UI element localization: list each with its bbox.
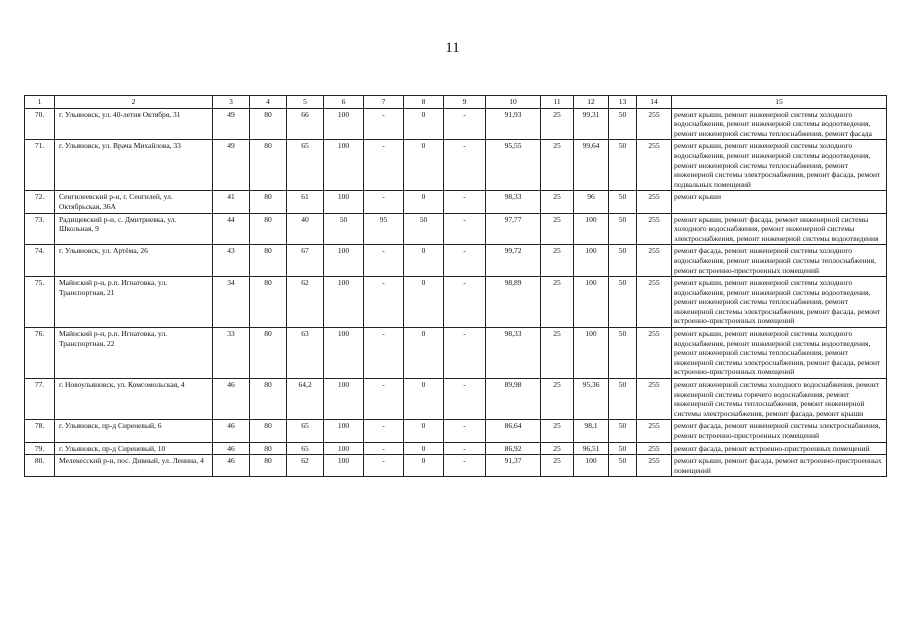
column-header-1: 1 bbox=[25, 96, 55, 109]
table-row bbox=[25, 191, 887, 213]
works-cell: ремонт крыши, ремонт инженерной системы холодного водоснабжения, ремонт инженерной системы водоотведения, ремонт инженерной системы теплоснабжения, ремонт инженерной системы электроснабжения, ремонт фасада, ремонт встроенно-пристроенных помещений bbox=[672, 328, 887, 379]
col10-cell: 91,93 bbox=[486, 108, 541, 140]
row-number: 78. bbox=[25, 420, 55, 442]
col4-cell: 80 bbox=[250, 442, 287, 455]
works-cell: ремонт крыши, ремонт фасада, ремонт инженерной системы холодного водоснабжения, ремонт инженерной системы электроснабжения, ремонт инженерной системы водоотведения bbox=[672, 213, 887, 245]
table-row bbox=[25, 108, 887, 140]
col5-cell: 40 bbox=[287, 213, 324, 245]
col4-cell: 80 bbox=[250, 420, 287, 442]
col12-cell: 98,1 bbox=[574, 420, 609, 442]
col10-cell: 97,77 bbox=[486, 213, 541, 245]
col13-cell: 50 bbox=[609, 191, 637, 213]
col6-cell: 50 bbox=[324, 213, 364, 245]
col5-cell: 64,2 bbox=[287, 379, 324, 420]
col3-cell: 46 bbox=[213, 442, 250, 455]
col8-cell: 0 bbox=[404, 245, 444, 277]
row-number: 73. bbox=[25, 213, 55, 245]
col9-cell: - bbox=[444, 140, 486, 191]
works-cell: ремонт крыши, ремонт инженерной системы холодного водоснабжения, ремонт инженерной системы водоотведения, ремонт инженерной системы теплоснабжения, ремонт фасада bbox=[672, 108, 887, 140]
address-cell: г. Ульяновск, пр-д Сиреневый, 10 bbox=[55, 442, 213, 455]
works-cell: ремонт инженерной системы холодного водоснабжения, ремонт инженерной системы горячего водоснабжения, ремонт инженерной системы теплоснабжения, ремонт инженерной системы электроснабжения, ремонт фасада, ремонт крыши bbox=[672, 379, 887, 420]
table-row bbox=[25, 245, 887, 277]
col13-cell: 50 bbox=[609, 108, 637, 140]
row-number: 70. bbox=[25, 108, 55, 140]
col3-cell: 33 bbox=[213, 328, 250, 379]
row-number: 80. bbox=[25, 455, 55, 477]
col14-cell: 255 bbox=[637, 213, 672, 245]
col12-cell: 96 bbox=[574, 191, 609, 213]
works-cell: ремонт крыши bbox=[672, 191, 887, 213]
col6-cell: 100 bbox=[324, 379, 364, 420]
col4-cell: 80 bbox=[250, 277, 287, 328]
col10-cell: 98,89 bbox=[486, 277, 541, 328]
col7-cell: - bbox=[364, 277, 404, 328]
col8-cell: 50 bbox=[404, 213, 444, 245]
col4-cell: 80 bbox=[250, 245, 287, 277]
works-cell: ремонт крыши, ремонт инженерной системы холодного водоснабжения, ремонт инженерной системы водоотведения, ремонт инженерной системы теплоснабжения, ремонт инженерной системы электроснабжения, ремонт фасада, ремонт подвальных помещений bbox=[672, 140, 887, 191]
column-header-3: 3 bbox=[213, 96, 250, 109]
row-number: 77. bbox=[25, 379, 55, 420]
col7-cell: - bbox=[364, 420, 404, 442]
col9-cell: - bbox=[444, 277, 486, 328]
col9-cell: - bbox=[444, 442, 486, 455]
col8-cell: 0 bbox=[404, 277, 444, 328]
column-header-13: 13 bbox=[609, 96, 637, 109]
column-header-11: 11 bbox=[541, 96, 574, 109]
col11-cell: 25 bbox=[541, 420, 574, 442]
col14-cell: 255 bbox=[637, 108, 672, 140]
col8-cell: 0 bbox=[404, 455, 444, 477]
col12-cell: 100 bbox=[574, 245, 609, 277]
col6-cell: 100 bbox=[324, 191, 364, 213]
col13-cell: 50 bbox=[609, 379, 637, 420]
col5-cell: 62 bbox=[287, 277, 324, 328]
col12-cell: 99,64 bbox=[574, 140, 609, 191]
col8-cell: 0 bbox=[404, 442, 444, 455]
table-row bbox=[25, 379, 887, 420]
col6-cell: 100 bbox=[324, 420, 364, 442]
col11-cell: 25 bbox=[541, 140, 574, 191]
col10-cell: 86,92 bbox=[486, 442, 541, 455]
col8-cell: 0 bbox=[404, 108, 444, 140]
col13-cell: 50 bbox=[609, 245, 637, 277]
row-number: 75. bbox=[25, 277, 55, 328]
address-cell: Майнский р-н, р.п. Игнатовка, ул. Транспортная, 21 bbox=[55, 277, 213, 328]
col8-cell: 0 bbox=[404, 420, 444, 442]
col5-cell: 63 bbox=[287, 328, 324, 379]
col11-cell: 25 bbox=[541, 328, 574, 379]
col13-cell: 50 bbox=[609, 420, 637, 442]
col8-cell: 0 bbox=[404, 140, 444, 191]
page-number: 11 bbox=[445, 40, 460, 56]
col11-cell: 25 bbox=[541, 108, 574, 140]
table-row bbox=[25, 140, 887, 191]
col8-cell: 0 bbox=[404, 328, 444, 379]
works-cell: ремонт фасада, ремонт встроенно-пристроенных помещений bbox=[672, 442, 887, 455]
col9-cell: - bbox=[444, 420, 486, 442]
col6-cell: 100 bbox=[324, 140, 364, 191]
col3-cell: 46 bbox=[213, 379, 250, 420]
col3-cell: 49 bbox=[213, 140, 250, 191]
address-cell: г. Ульяновск, пр-д Сиреневый, 6 bbox=[55, 420, 213, 442]
col5-cell: 67 bbox=[287, 245, 324, 277]
col12-cell: 100 bbox=[574, 277, 609, 328]
column-header-2: 2 bbox=[55, 96, 213, 109]
col10-cell: 91,37 bbox=[486, 455, 541, 477]
col14-cell: 255 bbox=[637, 379, 672, 420]
col14-cell: 255 bbox=[637, 277, 672, 328]
address-cell: Майнский р-н, р.п. Игнатовка, ул. Транспортная, 22 bbox=[55, 328, 213, 379]
table-row bbox=[25, 455, 887, 477]
col9-cell: - bbox=[444, 379, 486, 420]
col14-cell: 255 bbox=[637, 442, 672, 455]
col9-cell: - bbox=[444, 213, 486, 245]
col11-cell: 25 bbox=[541, 277, 574, 328]
repair-table bbox=[24, 95, 887, 477]
works-cell: ремонт крыши, ремонт фасада, ремонт встроенно-пристроенных помещений bbox=[672, 455, 887, 477]
column-header-12: 12 bbox=[574, 96, 609, 109]
col6-cell: 100 bbox=[324, 328, 364, 379]
col13-cell: 50 bbox=[609, 455, 637, 477]
table-row bbox=[25, 442, 887, 455]
col11-cell: 25 bbox=[541, 442, 574, 455]
row-number: 79. bbox=[25, 442, 55, 455]
col11-cell: 25 bbox=[541, 455, 574, 477]
address-cell: Сенгилеевский р-н, г. Сенгилей, ул. Октябрьская, 36А bbox=[55, 191, 213, 213]
col4-cell: 80 bbox=[250, 328, 287, 379]
col3-cell: 43 bbox=[213, 245, 250, 277]
col10-cell: 98,33 bbox=[486, 191, 541, 213]
col4-cell: 80 bbox=[250, 191, 287, 213]
col12-cell: 100 bbox=[574, 455, 609, 477]
col10-cell: 89,98 bbox=[486, 379, 541, 420]
col11-cell: 25 bbox=[541, 191, 574, 213]
col3-cell: 41 bbox=[213, 191, 250, 213]
col6-cell: 100 bbox=[324, 442, 364, 455]
works-cell: ремонт фасада, ремонт инженерной системы холодного водоснабжения, ремонт инженерной системы теплоснабжения, ремонт встроенно-пристроенных помещений bbox=[672, 245, 887, 277]
col5-cell: 62 bbox=[287, 455, 324, 477]
column-header-9: 9 bbox=[444, 96, 486, 109]
column-header-15: 15 bbox=[672, 96, 887, 109]
column-header-7: 7 bbox=[364, 96, 404, 109]
col3-cell: 49 bbox=[213, 108, 250, 140]
table-row bbox=[25, 420, 887, 442]
col14-cell: 255 bbox=[637, 328, 672, 379]
col9-cell: - bbox=[444, 328, 486, 379]
row-number: 74. bbox=[25, 245, 55, 277]
col7-cell: - bbox=[364, 108, 404, 140]
address-cell: г. Ульяновск, ул. 40-летия Октября, 31 bbox=[55, 108, 213, 140]
col10-cell: 99,72 bbox=[486, 245, 541, 277]
col14-cell: 255 bbox=[637, 420, 672, 442]
col3-cell: 46 bbox=[213, 420, 250, 442]
col12-cell: 100 bbox=[574, 328, 609, 379]
col5-cell: 66 bbox=[287, 108, 324, 140]
row-number: 76. bbox=[25, 328, 55, 379]
address-cell: г. Новоульяновск, ул. Комсомольская, 4 bbox=[55, 379, 213, 420]
col11-cell: 25 bbox=[541, 245, 574, 277]
column-header-4: 4 bbox=[250, 96, 287, 109]
col9-cell: - bbox=[444, 455, 486, 477]
col4-cell: 80 bbox=[250, 108, 287, 140]
column-header-5: 5 bbox=[287, 96, 324, 109]
table-row bbox=[25, 213, 887, 245]
col6-cell: 100 bbox=[324, 455, 364, 477]
col4-cell: 80 bbox=[250, 140, 287, 191]
address-cell: г. Ульяновск, ул. Артёма, 26 bbox=[55, 245, 213, 277]
col12-cell: 99,31 bbox=[574, 108, 609, 140]
col8-cell: 0 bbox=[404, 379, 444, 420]
address-cell: Радищевский р-н, с. Дмитриевка, ул. Школьная, 9 bbox=[55, 213, 213, 245]
col3-cell: 46 bbox=[213, 455, 250, 477]
table-row bbox=[25, 277, 887, 328]
col7-cell: - bbox=[364, 140, 404, 191]
col4-cell: 80 bbox=[250, 455, 287, 477]
col4-cell: 80 bbox=[250, 213, 287, 245]
col5-cell: 61 bbox=[287, 191, 324, 213]
col14-cell: 255 bbox=[637, 245, 672, 277]
col9-cell: - bbox=[444, 108, 486, 140]
col10-cell: 86,64 bbox=[486, 420, 541, 442]
col12-cell: 95,36 bbox=[574, 379, 609, 420]
address-cell: Мелекесский р-н, пос. Дивный, ул. Ленина, 4 bbox=[55, 455, 213, 477]
col6-cell: 100 bbox=[324, 277, 364, 328]
col13-cell: 50 bbox=[609, 328, 637, 379]
col7-cell: - bbox=[364, 245, 404, 277]
col7-cell: - bbox=[364, 191, 404, 213]
col5-cell: 65 bbox=[287, 442, 324, 455]
col14-cell: 255 bbox=[637, 191, 672, 213]
col13-cell: 50 bbox=[609, 213, 637, 245]
row-number: 72. bbox=[25, 191, 55, 213]
col6-cell: 100 bbox=[324, 108, 364, 140]
col5-cell: 65 bbox=[287, 420, 324, 442]
col5-cell: 65 bbox=[287, 140, 324, 191]
col11-cell: 25 bbox=[541, 213, 574, 245]
col6-cell: 100 bbox=[324, 245, 364, 277]
col3-cell: 44 bbox=[213, 213, 250, 245]
col13-cell: 50 bbox=[609, 140, 637, 191]
col7-cell: - bbox=[364, 442, 404, 455]
works-cell: ремонт фасада, ремонт инженерной системы электроснабжения, ремонт встроенно-пристроенных помещений bbox=[672, 420, 887, 442]
col4-cell: 80 bbox=[250, 379, 287, 420]
table-row bbox=[25, 328, 887, 379]
col7-cell: 95 bbox=[364, 213, 404, 245]
col14-cell: 255 bbox=[637, 455, 672, 477]
col9-cell: - bbox=[444, 191, 486, 213]
row-number: 71. bbox=[25, 140, 55, 191]
col8-cell: 0 bbox=[404, 191, 444, 213]
col14-cell: 255 bbox=[637, 140, 672, 191]
column-header-6: 6 bbox=[324, 96, 364, 109]
col7-cell: - bbox=[364, 379, 404, 420]
col10-cell: 95,55 bbox=[486, 140, 541, 191]
col12-cell: 96,51 bbox=[574, 442, 609, 455]
col3-cell: 34 bbox=[213, 277, 250, 328]
col10-cell: 98,33 bbox=[486, 328, 541, 379]
works-cell: ремонт крыши, ремонт инженерной системы холодного водоснабжения, ремонт инженерной системы водоотведения, ремонт инженерной системы теплоснабжения, ремонт инженерной системы электроснабжения, ремонт фасада, ремонт встроенно-пристроенных помещений bbox=[672, 277, 887, 328]
col7-cell: - bbox=[364, 328, 404, 379]
col7-cell: - bbox=[364, 455, 404, 477]
column-header-10: 10 bbox=[486, 96, 541, 109]
col9-cell: - bbox=[444, 245, 486, 277]
col13-cell: 50 bbox=[609, 277, 637, 328]
col13-cell: 50 bbox=[609, 442, 637, 455]
column-header-8: 8 bbox=[404, 96, 444, 109]
address-cell: г. Ульяновск, ул. Врача Михайлова, 33 bbox=[55, 140, 213, 191]
header-row bbox=[25, 96, 887, 109]
col12-cell: 100 bbox=[574, 213, 609, 245]
column-header-14: 14 bbox=[637, 96, 672, 109]
col11-cell: 25 bbox=[541, 379, 574, 420]
